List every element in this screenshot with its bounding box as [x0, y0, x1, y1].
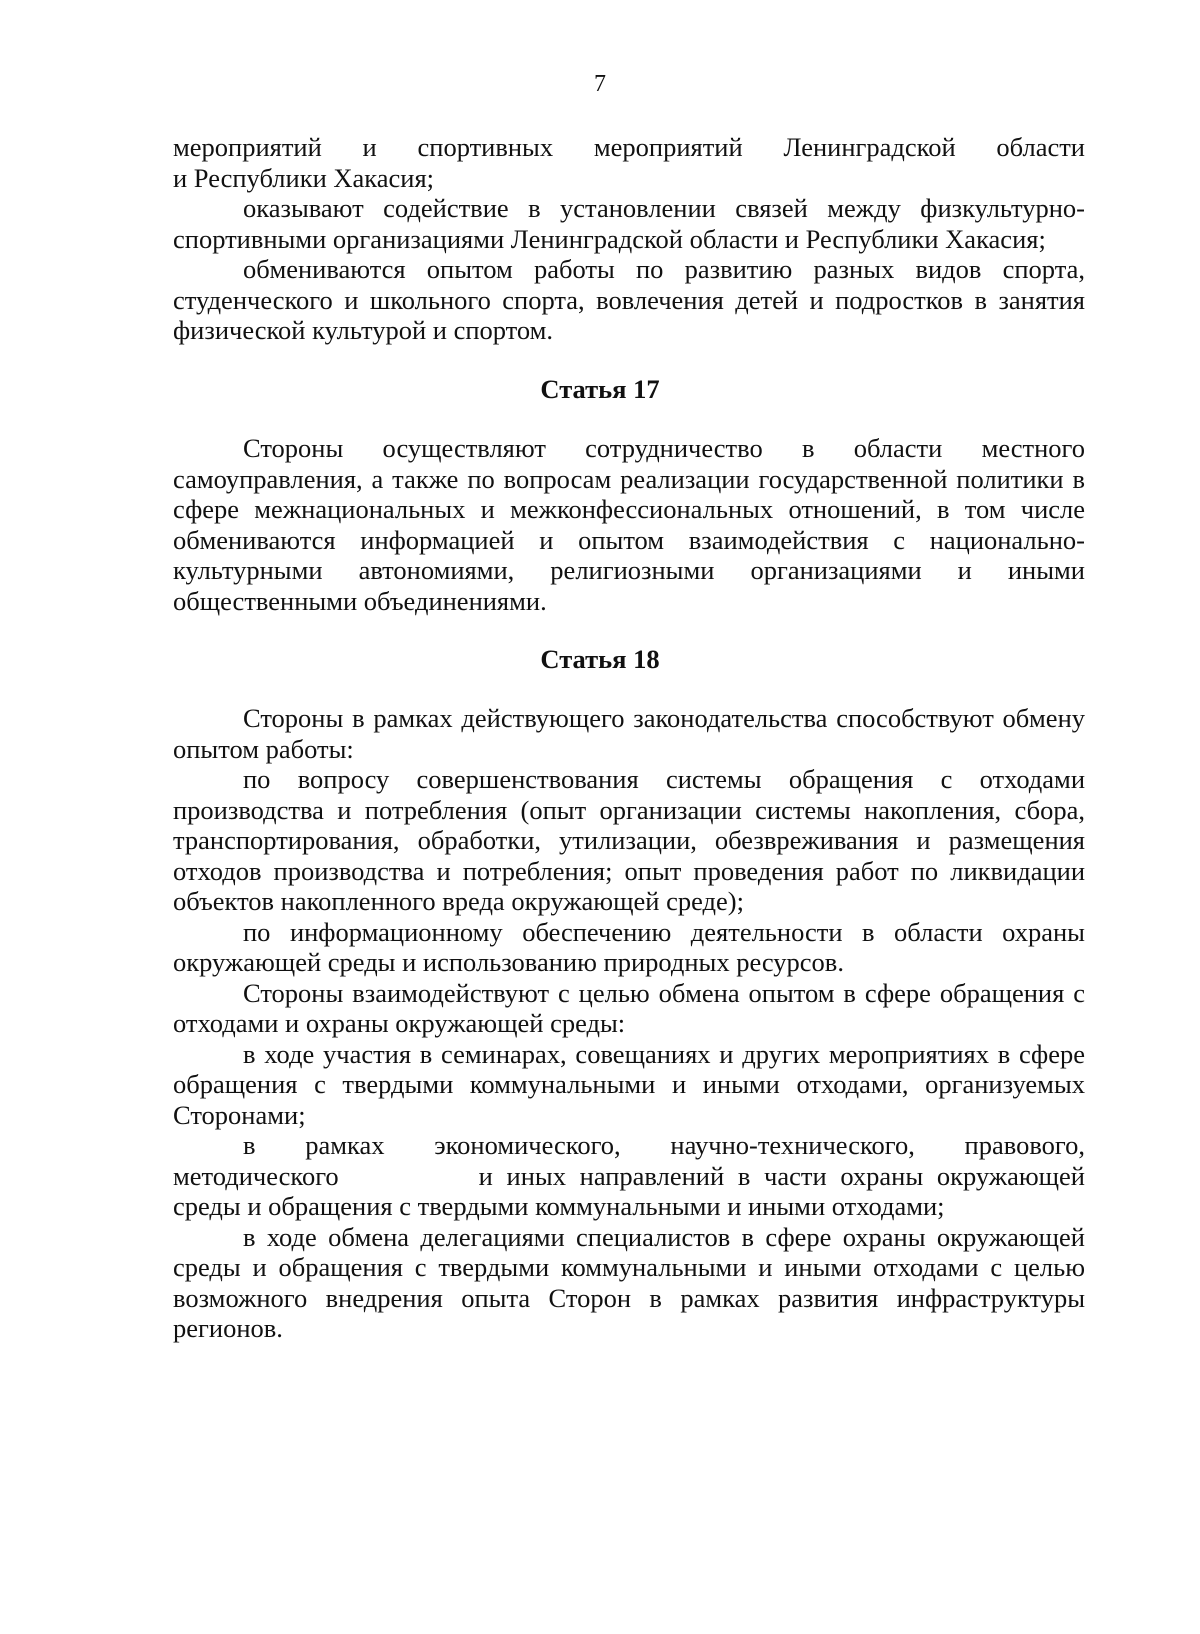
intro-line-1: мероприятий и спортивных мероприятий Ленинградской области [173, 132, 1085, 162]
article-18-paragraph-6-rest [173, 1161, 1085, 1222]
article-18-paragraph-3: по информационному обеспечению деятельности в области охраны окружающей среды и использованию природных ресурсов. [173, 916, 1085, 977]
article-18-paragraph-1: Стороны в рамках действующего законодательства способствуют обмену опытом работы: [173, 703, 1085, 764]
article-18-heading: Статья 18 [540, 644, 660, 674]
article-18-paragraph-6-word: методического [173, 1160, 339, 1191]
intro-paragraph-2: оказывают содействие в установлении связей между физкультурно-спортивными организациями Ленинградской области и Республики Хакасия; [173, 193, 1085, 254]
intro-section [173, 132, 1085, 346]
article-17-paragraph-1: Стороны осуществляют сотрудничество в области местного самоуправления, а также по вопросам реализации государственной политики в сфере межнациональных и межконфессиональных отношений, в том числе обмениваются информацией и опытом взаимодействия с национально-культурными автономиями, религиозными организациями и иными общественными объединениями. [173, 433, 1085, 616]
intro-paragraph-3: обмениваются опытом работы по развитию разных видов спорта, студенческого и школьного спорта, вовлечения детей и подростков в занятия физической культурой и спортом. [173, 254, 1085, 345]
article-18-body [173, 703, 1085, 1344]
article-18-paragraph-5: в ходе участия в семинарах, совещаниях и других мероприятиях в сфере обращения с твердыми коммунальными и иными отходами, организуемых Сторонами; [173, 1038, 1085, 1130]
article-17-heading: Статья 17 [540, 374, 660, 404]
article-18-paragraph-6-line-1: в рамках экономического, научно-технического, правового, [243, 1130, 1085, 1160]
article-17-body [173, 433, 1085, 616]
article-18-paragraph-7: в ходе обмена делегациями специалистов в сфере охраны окружающей среды и обращения с твердыми коммунальными и иными отходами с целью возможного внедрения опыта Сторон в рамках развития инфраструктуры регионов. [173, 1221, 1085, 1343]
article-18-paragraph-6-tail: и иных направлений в части охраны окружающей среды и обращения с твердыми коммунальными и иными отходами; [173, 1160, 1085, 1221]
page-number: 7 [594, 71, 606, 97]
article-18-paragraph-4: Стороны взаимодействуют с целью обмена опытом в сфере обращения с отходами и охраны окружающей среды: [173, 977, 1085, 1038]
intro-line-2: и Республики Хакасия; [173, 162, 435, 193]
article-18-paragraph-2: по вопросу совершенствования системы обращения с отходами производства и потребления (опыт организации системы накопления, сбора, транспортирования, обработки, утилизации, обезвреживания и размещения отходов производства и потребления; опыт проведения работ по ликвидации объектов накопленного вреда окружающей среде); [173, 764, 1085, 916]
